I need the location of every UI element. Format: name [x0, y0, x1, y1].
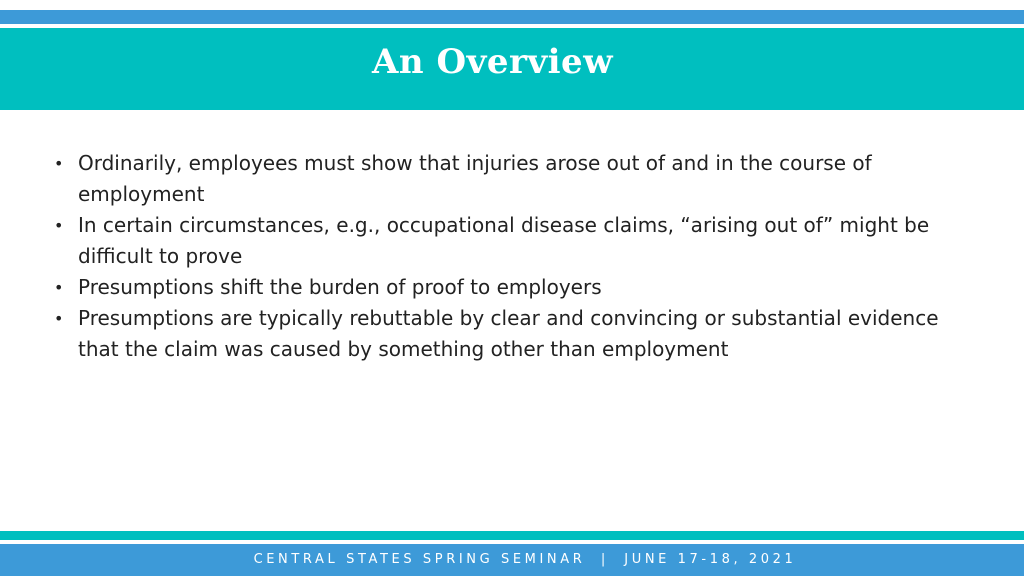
bullet-text: Presumptions shift the burden of proof to employers: [78, 275, 602, 299]
bullet-text: Ordinarily, employees must show that injuries arose out of and in the course of employment: [78, 151, 872, 206]
bottom-accent-band: [0, 531, 1024, 540]
bullet-list: [50, 148, 950, 365]
footer-text: CENTRAL STATES SPRING SEMINAR | JUNE 17-18, 2021: [253, 552, 797, 567]
bullet-dot-icon: •: [54, 154, 64, 173]
bullet-text: Presumptions are typically rebuttable by clear and convincing or substantial evidence that the claim was caused by something other than employment: [78, 306, 939, 361]
bullet-text: In certain circumstances, e.g., occupational disease claims, “arising out of” might be difficult to prove: [78, 213, 930, 268]
bullet-item: [50, 210, 950, 272]
bullet-dot-icon: •: [54, 309, 64, 328]
bullet-item: [50, 303, 950, 365]
top-accent-band: [0, 10, 1024, 24]
slide-title: An Overview: [372, 42, 613, 82]
bullet-item: [50, 148, 950, 210]
bullet-dot-icon: •: [54, 216, 64, 235]
bullet-item: [50, 272, 950, 303]
bullet-dot-icon: •: [54, 278, 64, 297]
